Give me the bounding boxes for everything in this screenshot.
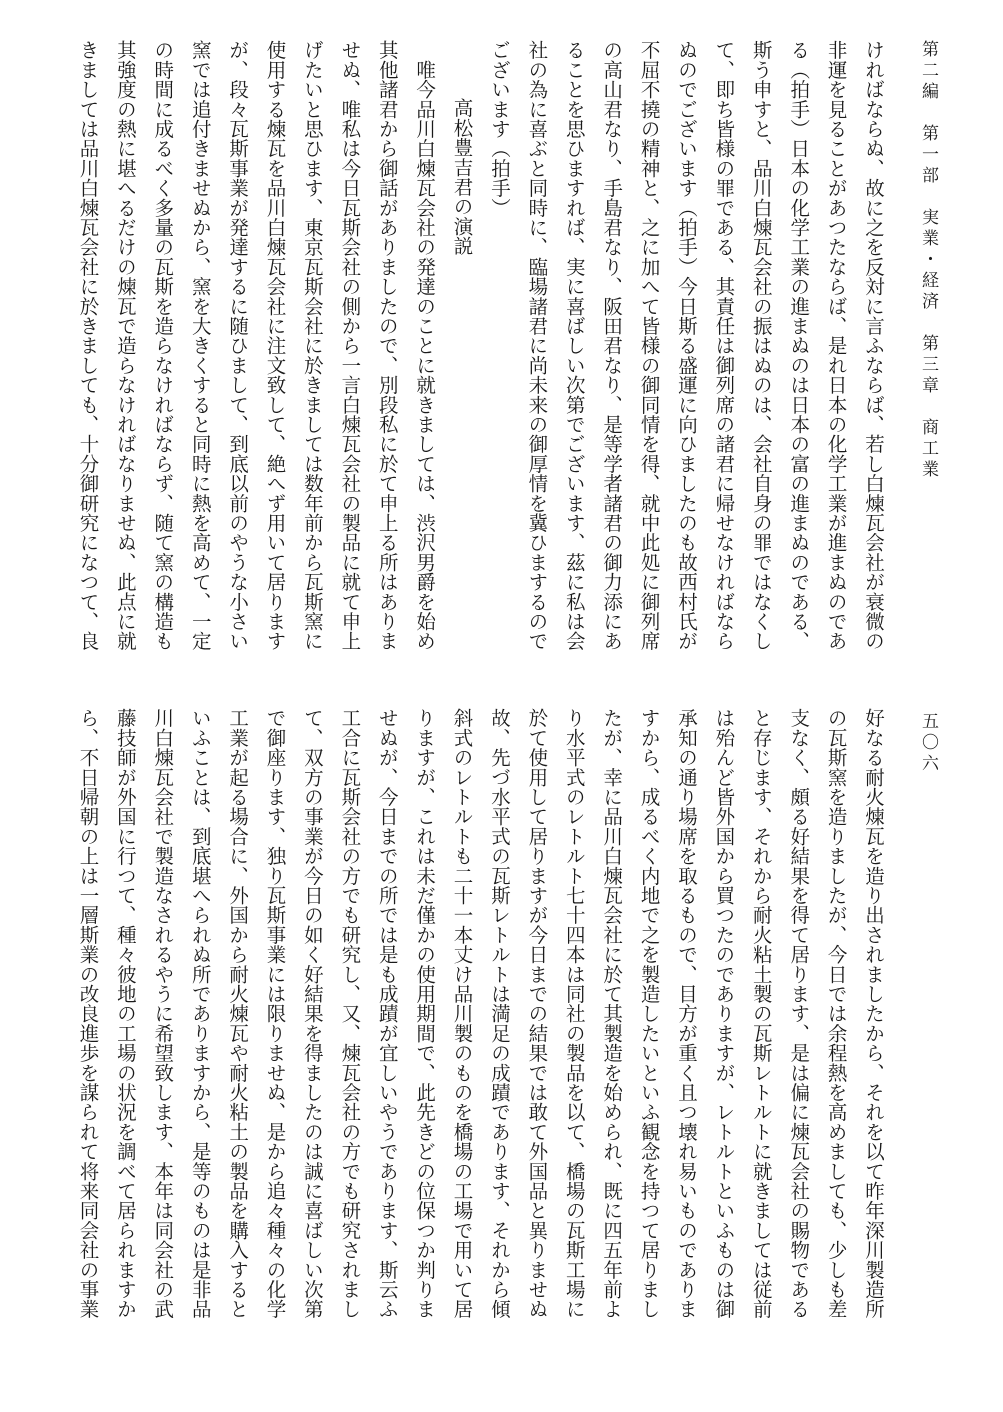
text-column: ら、不日帰朝の上は一層斯業の改良進歩を謀られて将来同会社の事業: [76, 708, 100, 1319]
speech-column: げたいと思ひます、東京瓦斯会社に於きましては数年前から瓦斯窯に: [300, 40, 324, 651]
speech-column: 唯今品川白煉瓦会社の発達のことに就きましては、渋沢男爵を始め: [413, 40, 437, 651]
text-column: 好なる耐火煉瓦を造り出されましたから、それを以て昨年深川製造所: [862, 708, 885, 1319]
text-column: 不屈不撓の精神と、之に加へて皆様の御同情を得、就中此処に御列席: [637, 40, 661, 651]
speech-column: 其他諸君から御話がありましたので、別段私に於て申上る所はありま: [375, 40, 399, 651]
speech-column: 使用する煉瓦を品川白煉瓦会社に注文致して、絶へず用いて居ります: [263, 40, 287, 651]
speech-column: が、段々瓦斯事業が発達するに随ひまして、到底以前のやうな小さい: [226, 40, 250, 651]
text-column: 於て使用して居りますが今日までの結果では敢て外国品と異りませぬ: [525, 708, 549, 1319]
text-column: る（拍手）日本の化学工業の進まぬのは日本の富の進まぬのである、: [787, 40, 811, 651]
text-column: て、双方の事業が今日の如く好結果を得ましたのは誠に喜ばしい次第: [300, 708, 324, 1319]
text-column: の瓦斯窯を造りましたが、今日では余程熱を高めましても、少しも差: [824, 708, 848, 1319]
text-column: せぬが、今日までの所では是も成蹟が宜しいやうであります、斯云ふ: [375, 708, 399, 1319]
text-column: 故、先づ水平式の瓦斯レトルトは満足の成蹟であります、それから傾: [487, 708, 511, 1319]
text-column: で御座ります、独り瓦斯事業には限りませぬ、是から追々種々の化学: [263, 708, 287, 1319]
text-column: ぬのでございます（拍手）今日斯る盛運に向ひましたのも故西村氏が: [674, 40, 698, 651]
text-column: 工業が起る場合に、外国から耐火煉瓦や耐火粘土の製品を購入すると: [226, 708, 250, 1319]
speech-column: せぬ、唯私は今日瓦斯会社の側から一言白煉瓦会社の製品に就て申上: [338, 40, 362, 651]
text-column: 承知の通り場席を取るもので、目方が重く且つ壊れ易いものでありま: [674, 708, 698, 1319]
text-column: の高山君なり、手島君なり、阪田君なり、是等学者諸君の御力添にあ: [600, 40, 624, 651]
text-column: 川白煉瓦会社で製造なされるやうに希望致します、本年は同会社の武: [151, 708, 175, 1319]
lower-text-block: [72, 708, 892, 1348]
speech-column: 窯では追付きませぬから、窯を大きくすると同時に熱を高めて、一定: [188, 40, 212, 651]
text-column: たが、幸に品川白煉瓦会社に於て其製造を始められ、既に四五年前よ: [600, 708, 624, 1319]
text-column: すから、成るべく内地で之を製造したいといふ観念を持つて居りまし: [637, 708, 661, 1319]
text-column: は殆んど皆外国から買つたのでありますが、レトルトといふものは御: [712, 708, 736, 1319]
text-column: て、即ち皆様の罪である、其責任は御列席の諸君に帰せなければなら: [712, 40, 736, 651]
page-number: 五〇六: [918, 712, 938, 775]
text-column: 斜式のレトルトも二十一本丈け品川製のものを橋場の工場で用いて居: [450, 708, 474, 1319]
text-column: 藤技師が外国に行つて、種々彼地の工場の状況を調べて居られますか: [113, 708, 137, 1319]
text-column: と存じます、それから耐火粘土製の瓦斯レトルトに就きましては従前: [749, 708, 773, 1319]
text-column: 工合に瓦斯会社の方でも研究し、又、煉瓦会社の方でも研究されまし: [338, 708, 362, 1319]
text-column: り水平式のレトルト七十四本は同社の製品を以て、橋場の瓦斯工場に: [562, 708, 586, 1319]
text-column: 支なく、頗る好結果を得て居ります、是は偏に煉瓦会社の賜物である: [787, 708, 811, 1319]
speech-column: きましては品川白煉瓦会社に於きましても、十分御研究になつて、良: [76, 40, 100, 651]
text-column: ければならぬ、故に之を反対に言ふならば、若し白煉瓦会社が衰微の: [862, 40, 885, 651]
text-column: 社の為に喜ぶと同時に、臨場諸君に尚未来の御厚情を冀ひまするので: [525, 40, 549, 651]
speech-column: の時間に成るべく多量の瓦斯を造らなければならず、随て窯の構造も: [151, 40, 175, 651]
text-column: りますが、これは未だ僅かの使用期間で、此先きどの位保つか判りま: [413, 708, 437, 1319]
section-heading: 高松豊吉君の演説: [450, 98, 474, 256]
upper-text-block: [72, 40, 892, 676]
running-head: 第二編 第一部 実業・経済 第三章 商工業: [918, 40, 938, 481]
text-column: 斯う申すと、品川白煉瓦会社の振はぬのは、会社自身の罪ではなくし: [749, 40, 773, 651]
text-column: いふことは、到底堪へられぬ所でありますから、是等のものは是非品: [188, 708, 212, 1319]
text-column: ることを思ひますれば、実に喜ばしい次第でございます、茲に私は会: [562, 40, 586, 651]
text-column: ございます（拍手）: [487, 40, 511, 218]
text-column: 非運を見ることがあつたならば、是れ日本の化学工業が進まぬのであ: [824, 40, 848, 651]
speech-column: 其強度の熱に堪へるだけの煉瓦で造らなければなりませぬ、此点に就: [113, 40, 137, 651]
